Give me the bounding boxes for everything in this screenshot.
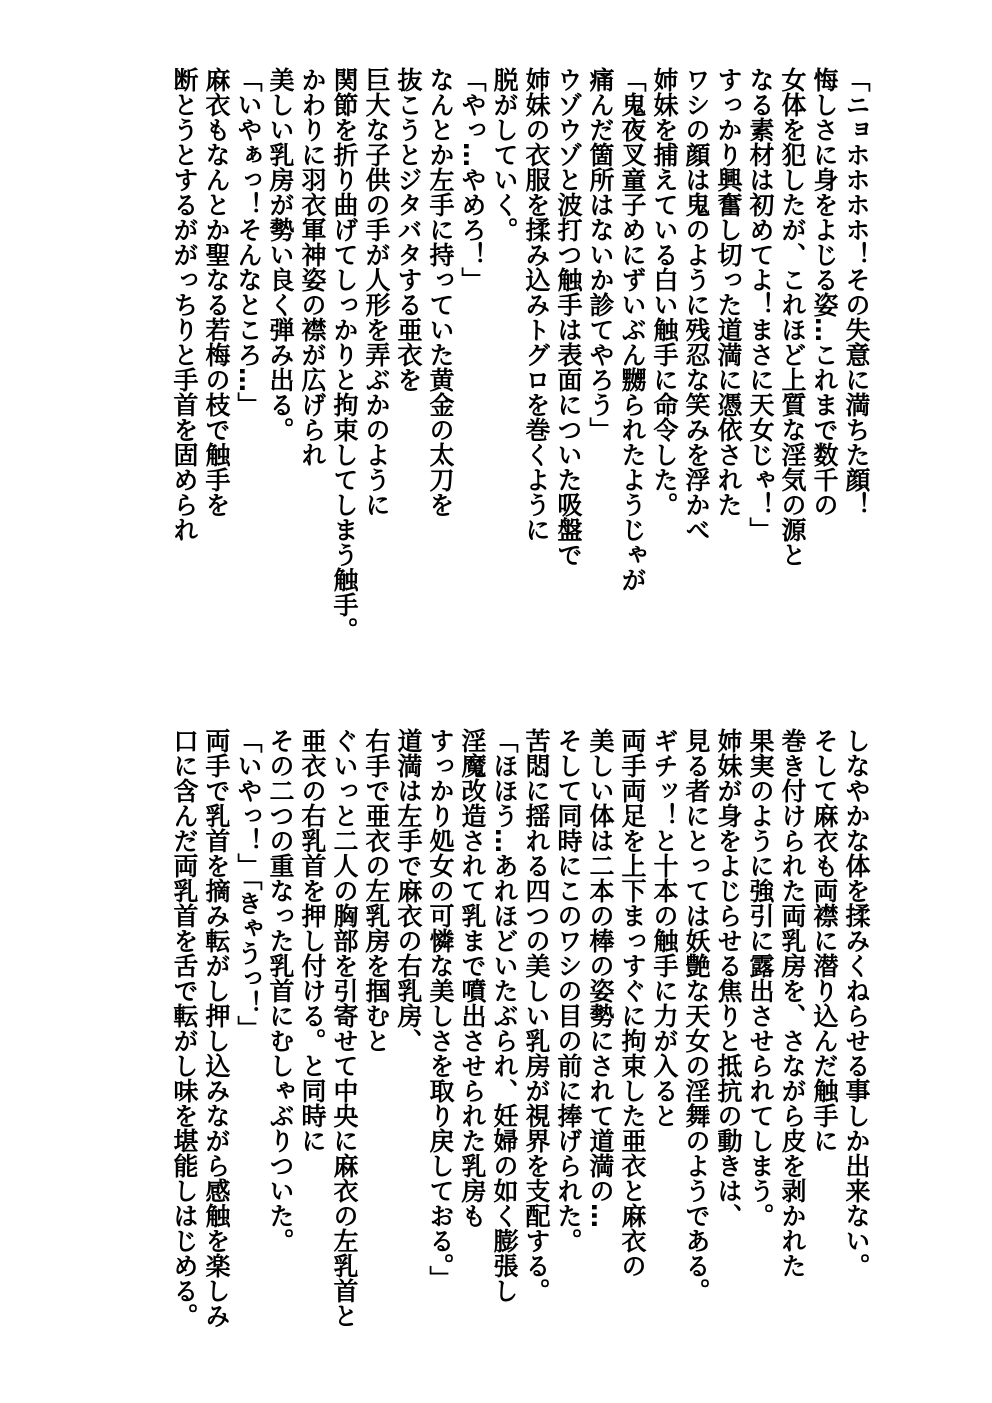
text-line: 美しい乳房が勢い良く弾み出る。 xyxy=(266,67,295,442)
text-line: 巨大な子供の手が人形を弄ぶかのように xyxy=(362,67,391,517)
text-line: 亜衣の右乳首を押し付ける。と同時に xyxy=(298,728,327,1153)
text-line: その二つの重なった乳首にむしゃぶりついた。 xyxy=(266,728,295,1253)
text-line: 痛んだ箇所はないか診てやろう」 xyxy=(586,67,615,442)
text-line: 道満は左手で麻衣の右乳房、 xyxy=(394,728,423,1053)
text-line: 「ほほう…あれほどいたぶられ、妊婦の如く膨張し xyxy=(490,728,519,1303)
text-line: そして麻衣も両襟に潜り込んだ触手に xyxy=(810,728,839,1153)
text-line: 抜こうとジタバタする亜衣を xyxy=(394,67,423,392)
text-block-top xyxy=(142,67,872,667)
text-line: 淫魔改造されて乳まで噴出させられた乳房も xyxy=(458,728,487,1228)
text-line: そして同時にこのワシの目の前に捧げられた。 xyxy=(554,728,583,1253)
text-line: ワシの顔は鬼のように残忍な笑みを浮かべ xyxy=(682,67,711,542)
text-line: 「いやっ！」「きゃうっ！」 xyxy=(234,728,263,1041)
text-line: 姉妹の衣服を揉み込みトグロを巻くように xyxy=(522,67,551,542)
text-line: 「やっ…やめろ！」 xyxy=(458,67,487,292)
text-line: 苦悶に揺れる四つの美しい乳房が視界を支配する。 xyxy=(522,728,551,1303)
text-line: すっかり処女の可憐な美しさを取り戻しておる。」 xyxy=(426,728,455,1291)
text-line: 麻衣もなんとか聖なる若梅の枝で触手を xyxy=(202,67,231,517)
text-line: 断とうとするががっちりと手首を固められ xyxy=(170,67,199,542)
text-line: 見る者にとっては妖艶な天女の淫舞のようである。 xyxy=(682,728,711,1303)
text-line: しなやかな体を揉みくねらせる事しか出来ない。 xyxy=(842,728,871,1278)
text-line: ウゾウゾと波打つ触手は表面についた吸盤で xyxy=(554,67,583,567)
text-line: 関節を折り曲げてしっかりと拘束してしまう触手。 xyxy=(330,67,359,642)
text-line: 美しい体は二本の棒の姿勢にされて道満の… xyxy=(586,728,615,1228)
text-block-bottom xyxy=(142,728,872,1338)
text-line: なんとか左手に持っていた黄金の太刀を xyxy=(426,67,455,517)
text-line: 女体を犯したが、これほど上質な淫気の源と xyxy=(778,67,807,567)
text-line: 姉妹を捕えている白い触手に命令した。 xyxy=(650,67,679,517)
text-line: 悔しさに身をよじる姿…これまで数千の xyxy=(810,67,839,517)
text-line: 巻き付けられた両乳房を、さながら皮を剥かれた xyxy=(778,728,807,1278)
text-line: ギチッ！と十本の触手に力が入ると xyxy=(650,728,679,1128)
text-line: ぐいっと二人の胸部を引寄せて中央に麻衣の左乳首と xyxy=(330,728,359,1328)
text-line: 口に含んだ両乳首を舌で転がし味を堪能しはじめる。 xyxy=(170,728,199,1328)
text-line: 両手両足を上下まっすぐに拘束した亜衣と麻衣の xyxy=(618,728,647,1278)
text-line: 右手で亜衣の左乳房を掴むと xyxy=(362,728,391,1053)
text-line: かわりに羽衣軍神姿の襟が広げられ xyxy=(298,67,327,467)
text-line: 「鬼夜叉童子めにずいぶん嬲られたようじゃが xyxy=(618,67,647,592)
text-line: 脱がしていく。 xyxy=(490,67,519,242)
text-line: 両手で乳首を摘み転がし押し込みながら感触を楽しみ xyxy=(202,728,231,1328)
text-line: 「いやぁっ！そんなところ…」 xyxy=(234,67,263,417)
text-line: 姉妹が身をよじらせる焦りと抵抗の動きは、 xyxy=(714,728,743,1228)
text-line: すっかり興奮し切った道満に憑依された xyxy=(714,67,743,517)
text-line: なる素材は初めてよ！まさに天女じゃ！」 xyxy=(746,67,775,542)
text-line: 果実のように強引に露出させられてしまう。 xyxy=(746,728,775,1228)
text-line: 「ニョホホホホ！その失意に満ちた顔！ xyxy=(842,67,871,517)
